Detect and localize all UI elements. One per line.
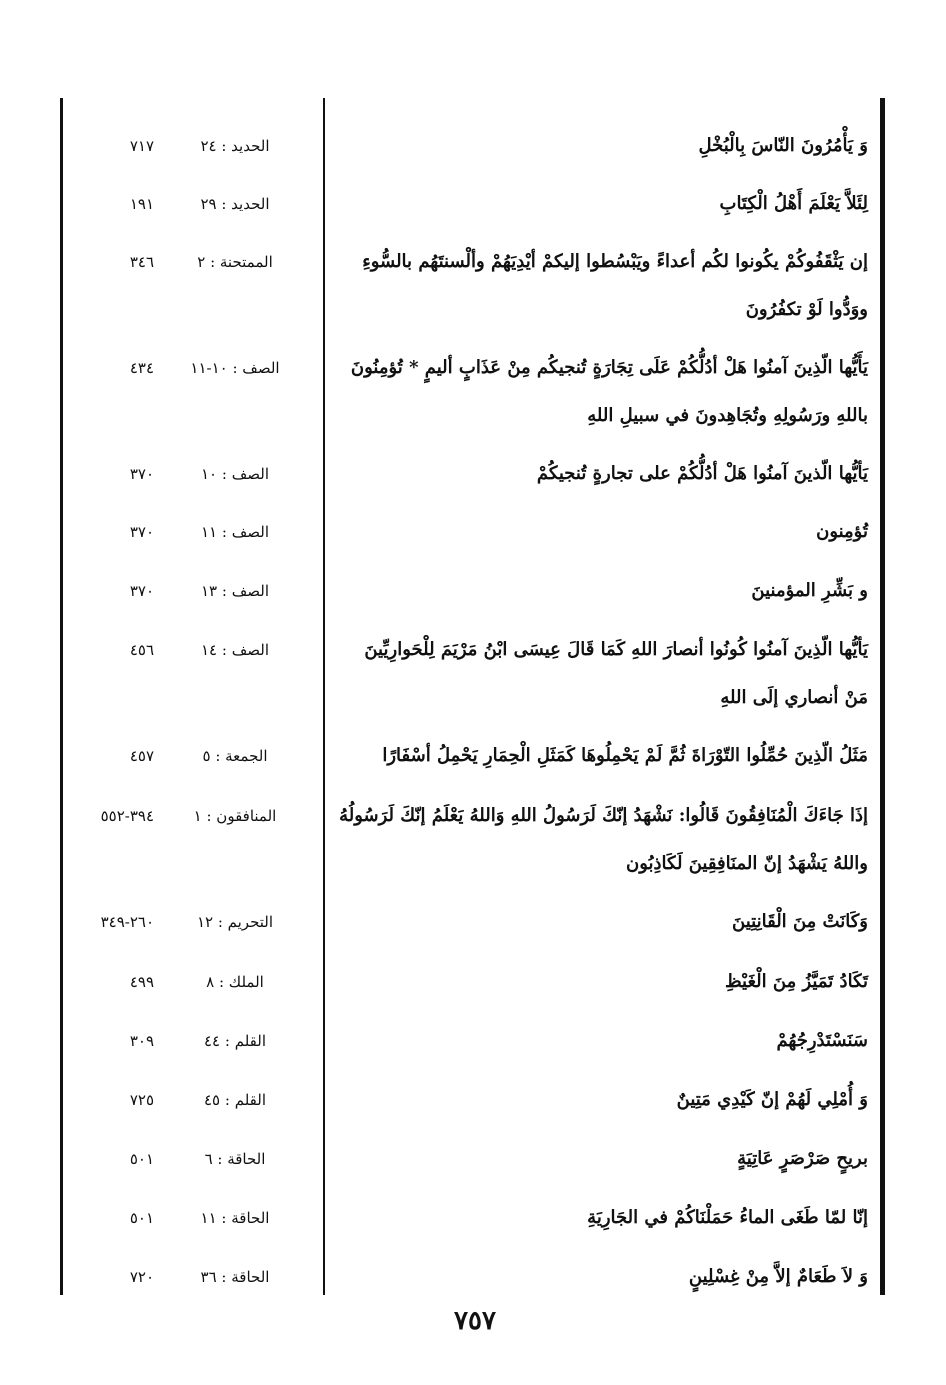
page-reference: ٤٣٤ — [129, 359, 154, 377]
verse-text: سَنَسْتَدْرِجُهُمْ — [776, 1030, 868, 1051]
page-reference: ٧١٧ — [129, 137, 154, 155]
page-number: ٧٥٧ — [454, 1306, 496, 1336]
surah-reference: الصف : ١٠ — [201, 465, 269, 483]
surah-reference: الحاقة : ٣٦ — [200, 1268, 270, 1286]
page-reference: ٣٠٩ — [129, 1032, 154, 1050]
verse-text: إن يَثْقَفُوكُمْ يكُونوا لكُم أعداءً ويَبْسُطوا إليكمْ أيْدِيَهُمْ وألْسنتَهُم بالسُّوءِ ووَدُّوا لَوْ تكفُرُونَ — [362, 251, 868, 320]
surah-reference: الصف : ١٣ — [201, 582, 269, 600]
verse-text: وَ لاَ طَعَامٌ إلاَّ مِنْ غِسْلِينٍ — [688, 1266, 868, 1287]
verse-text: وَكَانَتْ مِنَ الْقَانِتِينَ — [732, 911, 868, 932]
surah-reference: الممتحنة : ٢ — [197, 253, 273, 271]
verse-text: لِئَلاَّ يَعْلَمَ أَهْلُ الْكِتَابِ — [719, 193, 868, 214]
verse-text: يَأَيُّها الّذِينَ آمنُوا هَلْ أدُلُّكُمْ عَلَى تِجَارَةٍ تُنجيكُم مِنْ عَذَابٍ أليمٍ * تُؤمِنُونَ باللهِ ورَسُولِهِ وتُجَاهِدونَ في سبيلِ اللهِ — [350, 357, 868, 426]
page-reference: ٤٥٧ — [129, 747, 154, 765]
verse-text: تَكَادُ تَمَيَّزُ مِنَ الْغَيْظِ — [724, 971, 868, 992]
verse-text: يَأيُّها الّذِينَ آمنُوا كُونُوا أنصارَ اللهِ كَمَا قَالَ عِيسَى ابْنُ مَرْيَمَ لِلْحَوارِيِّينَ مَنْ أنصاري إلَى اللهِ — [364, 639, 868, 708]
surah-reference: الحاقة : ٦ — [204, 1150, 266, 1168]
page-reference: ٣٩٤-٥٥٢ — [100, 807, 154, 825]
page-reference: ٥٠١ — [129, 1150, 154, 1168]
surah-reference: الصف : ١١ — [201, 523, 269, 541]
verse-text: يَأيُّها الّذينَ آمنُوا هَلْ أدُلُّكُمْ على تجارةٍ تُنجيكُمْ — [536, 463, 868, 484]
surah-reference: الحديد : ٢٩ — [200, 195, 270, 213]
verse-text: وَ أُمْلِي لَهُمْ إنّ كَيْدِي مَتِينٌ — [676, 1089, 868, 1110]
verse-text: مَثَلُ الّذِينَ حُمِّلُوا التّوْرَاةَ ثُمَّ لَمْ يَحْمِلُوهَا كَمَثَلِ الْحِمَارِ يَحْمِلُ أسْفَارًا — [382, 745, 868, 766]
verse-text: وَ يَأْمُرُونَ النّاسَ بِالْبُخْلِ — [698, 135, 868, 156]
page-reference: ٧٢٥ — [129, 1091, 154, 1109]
surah-reference: الحاقة : ١١ — [200, 1209, 270, 1227]
surah-reference: الصف : ١٠-١١ — [190, 359, 280, 377]
surah-reference: المنافقون : ١ — [193, 807, 277, 825]
page-reference: ١٩١ — [129, 195, 154, 213]
page-reference: ٧٢٠ — [129, 1268, 154, 1286]
verse-text: بريحٍ صَرْصَرٍ عَاتِيَةٍ — [737, 1148, 868, 1169]
page-reference: ٣٧٠ — [129, 523, 154, 541]
verse-text: و بَشِّرِ المؤمنينَ — [751, 580, 868, 601]
surah-reference: القلم : ٤٤ — [204, 1032, 266, 1050]
verse-text: تُؤمِنون — [816, 521, 868, 542]
surah-reference: الحديد : ٢٤ — [200, 137, 270, 155]
verse-text: إنّا لمّا طَغَى الماءُ حَمَلْنَاكُمْ في الجَارِيَةِ — [587, 1207, 868, 1228]
surah-reference: الملك : ٨ — [206, 973, 264, 991]
page-reference: ٣٧٠ — [129, 465, 154, 483]
page-reference: ٤٥٦ — [129, 641, 154, 659]
surah-reference: الجمعة : ٥ — [202, 747, 268, 765]
surah-reference: التحريم : ١٢ — [196, 913, 274, 931]
page-reference: ٢٦٠-٣٤٩ — [100, 913, 154, 931]
page-reference: ٥٠١ — [129, 1209, 154, 1227]
page-reference: ٣٤٦ — [129, 253, 154, 271]
page-reference: ٤٩٩ — [129, 973, 154, 991]
verse-text: إذَا جَاءَكَ الْمُنَافِقُونَ قَالُوا: نَشْهَدُ إنّكَ لَرَسُولُ اللهِ وَاللهُ يَعْلَمُ إنّكَ لَرَسُولُهُ واللهُ يَشْهَدُ إنّ المنَافِقِينَ لَكَاذِبُون — [339, 805, 868, 874]
page-reference: ٣٧٠ — [129, 582, 154, 600]
surah-reference: القلم : ٤٥ — [204, 1091, 266, 1109]
surah-reference: الصف : ١٤ — [201, 641, 269, 659]
